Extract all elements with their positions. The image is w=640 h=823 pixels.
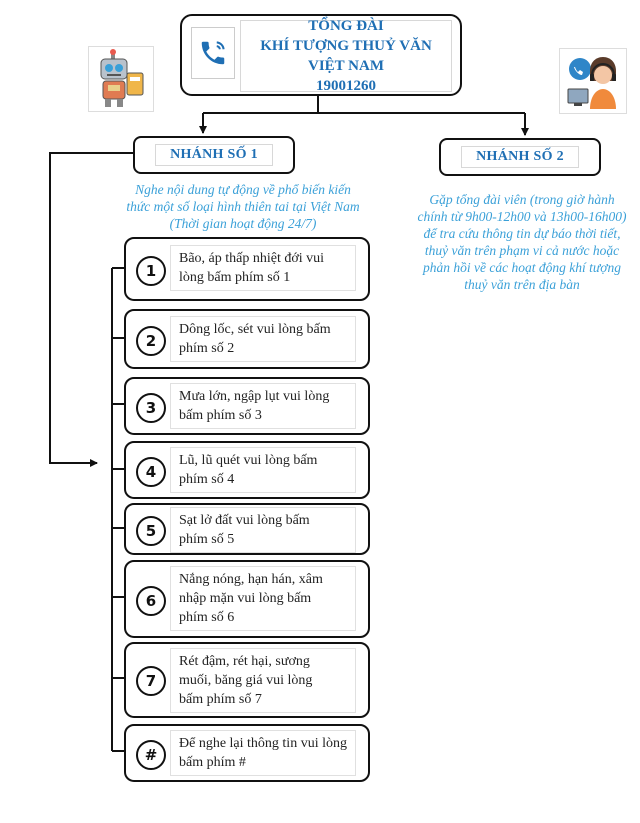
option-2-box (124, 309, 370, 369)
branch-1-desc-line: Nghe nội dung tự động về phổ biến kiến (135, 182, 351, 197)
header-line2: KHÍ TƯỢNG THUỶ VĂN VIỆT NAM (260, 38, 432, 74)
branch-1-label: NHÁNH SỐ 1 (155, 144, 273, 166)
option-hash-box (124, 724, 370, 782)
option-4-box (124, 441, 370, 499)
branch-2-desc-line: phản hồi về các hoạt động khí tượng (423, 260, 621, 275)
option-2-number: 2 (136, 326, 166, 356)
option-text-line: muối, băng giá vui lòng (179, 673, 313, 688)
option-text-line: lòng bấm phím số 1 (179, 270, 291, 285)
branch-2-desc-line: thuỷ văn trên địa bàn (464, 277, 580, 292)
option-text-line: bấm phím số 7 (179, 692, 262, 707)
phone-icon (198, 38, 228, 68)
branch-2-desc-line: thuỷ văn trên phạm vi cả nước hoặc (424, 243, 620, 258)
branch-1-box (133, 136, 295, 174)
option-7-number: 7 (136, 666, 166, 696)
option-1-text (170, 245, 356, 291)
robot-illustration (88, 46, 154, 112)
header-line1: TỔNG ĐÀI (308, 18, 384, 34)
call-agent-illustration (559, 48, 627, 114)
option-text-line: Sạt lở đất vui lòng bấm (179, 513, 310, 528)
robot-icon (89, 47, 153, 111)
branch-2-desc-line: chính từ 9h00-12h00 và 13h00-16h00) (417, 209, 627, 224)
option-3-text (170, 383, 356, 429)
option-text-line: Dông lốc, sét vui lòng bấm (179, 322, 331, 337)
option-5-text (170, 507, 356, 553)
option-text-line: phím số 6 (179, 610, 235, 625)
option-5-number: 5 (136, 516, 166, 546)
option-text-line: bấm phím # (179, 755, 246, 770)
branch-1-description (118, 181, 368, 232)
headset-agent-icon (560, 49, 626, 113)
option-text-line: Lũ, lũ quét vui lòng bấm (179, 453, 318, 468)
option-text-line: Bão, áp thấp nhiệt đới vui (179, 251, 325, 266)
header-title (240, 20, 452, 92)
option-hash-text (170, 730, 356, 776)
option-6-text (170, 566, 356, 631)
branch-1-desc-line: (Thời gian hoạt động 24/7) (169, 216, 317, 231)
option-4-number: 4 (136, 457, 166, 487)
option-connectors (112, 268, 124, 751)
option-6-box (124, 560, 370, 638)
option-3-box (124, 377, 370, 435)
option-text-line: Để nghe lại thông tin vui lòng (179, 736, 347, 751)
option-hash-number: # (136, 740, 166, 770)
option-2-text (170, 316, 356, 362)
branch-1-desc-line: thức một số loại hình thiên tai tại Việt Nam (126, 199, 360, 214)
phone-icon-box (191, 27, 235, 79)
branch-2-description (408, 191, 636, 293)
hotline-number: 19001260 (316, 78, 376, 94)
branch-2-box (439, 138, 601, 176)
option-text-line: nhập mặn vui lòng bấm (179, 591, 312, 606)
branch-2-desc-line: Gặp tổng đài viên (trong giờ hành (429, 192, 615, 207)
option-text-line: Mưa lớn, ngập lụt vui lòng (179, 389, 330, 404)
option-text-line: phím số 4 (179, 472, 235, 487)
option-7-box (124, 642, 370, 718)
option-1-box (124, 237, 370, 301)
option-5-box (124, 503, 370, 555)
option-7-text (170, 648, 356, 713)
option-1-number: 1 (136, 256, 166, 286)
option-text-line: phím số 5 (179, 532, 235, 547)
option-text-line: Rét đậm, rét hại, sương (179, 654, 310, 669)
option-6-number: 6 (136, 586, 166, 616)
option-3-number: 3 (136, 393, 166, 423)
option-text-line: Nắng nóng, hạn hán, xâm (179, 572, 323, 587)
branch-2-label: NHÁNH SỐ 2 (461, 146, 579, 168)
option-text-line: bấm phím số 3 (179, 408, 262, 423)
option-4-text (170, 447, 356, 493)
option-text-line: phím số 2 (179, 341, 235, 356)
branch-2-desc-line: để tra cứu thông tin dự báo thời tiết, (423, 226, 621, 241)
